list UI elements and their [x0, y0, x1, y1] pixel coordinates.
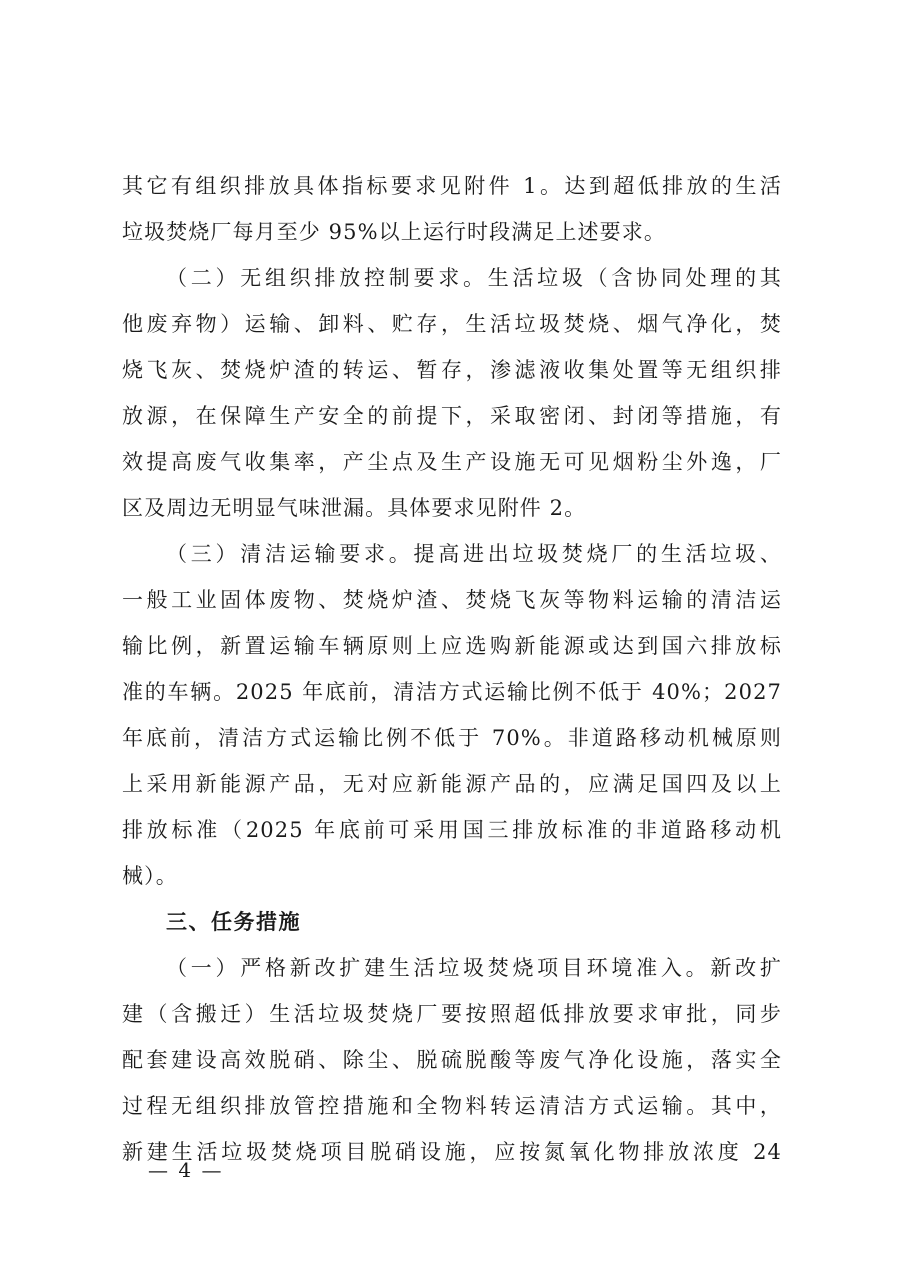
text-line: 区及周边无明显气味泄漏。具体要求见附件 2。 [122, 496, 587, 520]
text-line: 过程无组织排放管控措施和全物料转运清洁方式运输。其中， [122, 1094, 782, 1118]
text-line: 年底前，清洁方式运输比例不低于 70%。非道路移动机械原则 [122, 726, 782, 750]
paragraph-start-line: （三）清洁运输要求。提高进出垃圾焚烧厂的生活垃圾、 [166, 542, 782, 566]
paragraph-start-line: （二）无组织排放控制要求。生活垃圾（含协同处理的其 [166, 266, 782, 290]
text-line: 垃圾焚烧厂每月至少 95%以上运行时段满足上述要求。 [122, 220, 666, 244]
text-line: 放源，在保障生产安全的前提下，采取密闭、封闭等措施，有 [122, 404, 782, 428]
text-line: 排放标准（2025 年底前可采用国三排放标准的非道路移动机 [122, 818, 782, 842]
text-line: 他废弃物）运输、卸料、贮存，生活垃圾焚烧、烟气净化，焚 [122, 312, 782, 336]
text-line: 上采用新能源产品，无对应新能源产品的，应满足国四及以上 [122, 772, 782, 796]
body-text [122, 163, 782, 1175]
text-line: 建（含搬迁）生活垃圾焚烧厂要按照超低排放要求审批，同步 [122, 1002, 782, 1026]
text-line: 其它有组织排放具体指标要求见附件 1。达到超低排放的生活 [122, 174, 782, 198]
text-line: 新建生活垃圾焚烧项目脱硝设施，应按氮氧化物排放浓度 24 [122, 1140, 782, 1164]
text-line: 烧飞灰、焚烧炉渣的转运、暂存，渗滤液收集处置等无组织排 [122, 358, 782, 382]
page-number: — 4 — [148, 1158, 224, 1182]
text-line: 准的车辆。2025 年底前，清洁方式运输比例不低于 40%；2027 [122, 680, 782, 704]
text-line: 输比例，新置运输车辆原则上应选购新能源或达到国六排放标 [122, 634, 782, 658]
text-line: 一般工业固体废物、焚烧炉渣、焚烧飞灰等物料运输的清洁运 [122, 588, 782, 612]
text-line: 效提高废气收集率，产尘点及生产设施无可见烟粉尘外逸，厂 [122, 450, 782, 474]
section-heading: 三、任务措施 [166, 910, 301, 934]
text-line: 械）。 [122, 864, 178, 888]
text-line: 配套建设高效脱硝、除尘、脱硫脱酸等废气净化设施，落实全 [122, 1048, 782, 1072]
paragraph-start-line: （一）严格新改扩建生活垃圾焚烧项目环境准入。新改扩 [166, 956, 782, 980]
